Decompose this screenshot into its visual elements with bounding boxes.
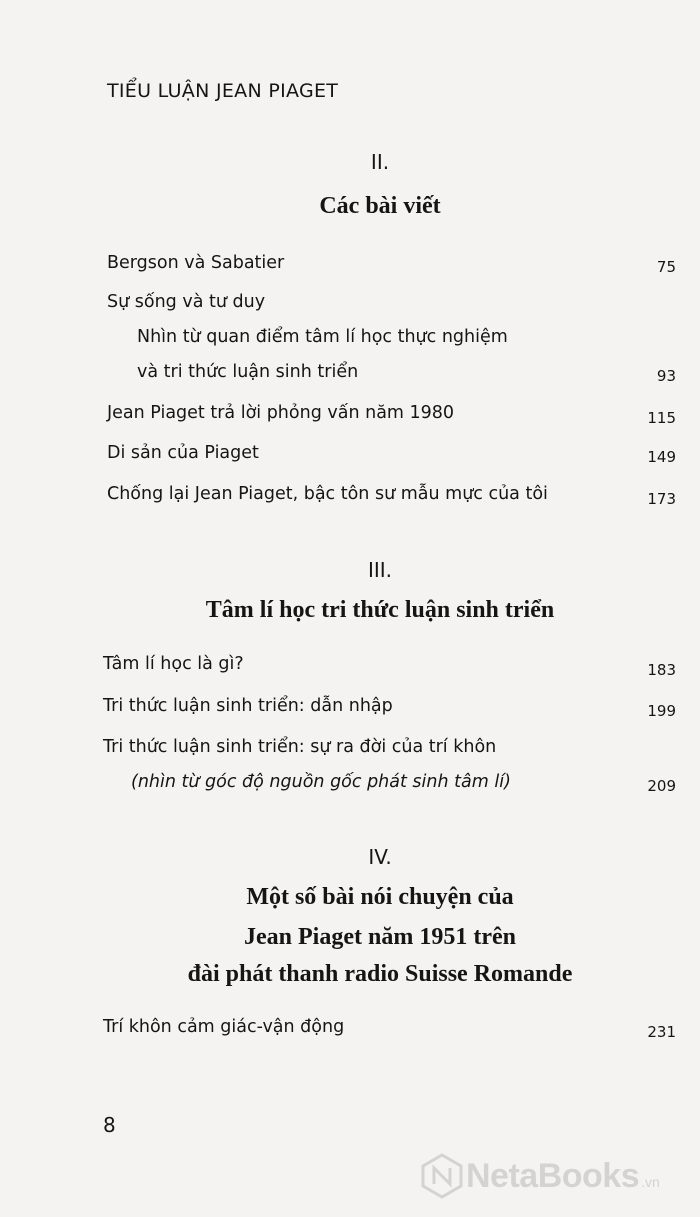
toc-entry: Jean Piaget trả lời phỏng vấn năm 1980 xyxy=(107,403,455,423)
toc-page: 93 xyxy=(656,367,676,385)
toc-subentry: Nhìn từ quan điểm tâm lí học thực nghiệm xyxy=(137,327,508,347)
section-3-title: Tâm lí học tri thức luận sinh triển xyxy=(205,597,555,623)
section-4-title-line: đài phát thanh radio Suisse Romande xyxy=(187,961,573,987)
toc-entry: Bergson và Sabatier xyxy=(107,253,285,273)
toc-page: 115 xyxy=(647,409,676,427)
toc-page: 149 xyxy=(647,448,676,466)
page-number: 8 xyxy=(103,1113,116,1137)
toc-entry: Sự sống và tư duy xyxy=(107,292,266,312)
watermark-suffix: .vn xyxy=(641,1174,660,1190)
netabooks-logo-icon xyxy=(418,1152,466,1200)
watermark xyxy=(418,1152,660,1200)
toc-page: 199 xyxy=(647,702,676,720)
section-2-title: Các bài viết xyxy=(319,193,441,219)
section-4-title-line: Một số bài nói chuyện của xyxy=(246,884,514,910)
watermark-brand: NetaBooks xyxy=(466,1156,640,1195)
toc-entry: Tri thức luận sinh triển: sự ra đời của trí khôn xyxy=(103,737,497,757)
toc-subentry: (nhìn từ góc độ nguồn gốc phát sinh tâm lí) xyxy=(131,772,511,792)
toc-subentry: và tri thức luận sinh triển xyxy=(137,362,359,382)
toc-entry: Chống lại Jean Piaget, bậc tôn sư mẫu mực của tôi xyxy=(107,484,548,504)
section-4-numeral: IV. xyxy=(368,845,392,869)
running-header: TIỂU LUẬN JEAN PIAGET xyxy=(107,80,339,102)
toc-page: 75 xyxy=(656,258,676,276)
toc-entry: Trí khôn cảm giác-vận động xyxy=(103,1017,345,1037)
toc-page: 183 xyxy=(647,661,676,679)
section-4-title-line: Jean Piaget năm 1951 trên xyxy=(244,924,516,950)
toc-entry: Tri thức luận sinh triển: dẫn nhập xyxy=(103,696,393,716)
toc-page: 231 xyxy=(647,1023,676,1041)
section-2-numeral: II. xyxy=(370,150,390,174)
toc-page: 209 xyxy=(647,777,676,795)
toc-entry: Di sản của Piaget xyxy=(107,443,259,463)
section-3-numeral: III. xyxy=(367,558,393,582)
toc-page: 173 xyxy=(647,490,676,508)
toc-entry: Tâm lí học là gì? xyxy=(103,654,244,674)
